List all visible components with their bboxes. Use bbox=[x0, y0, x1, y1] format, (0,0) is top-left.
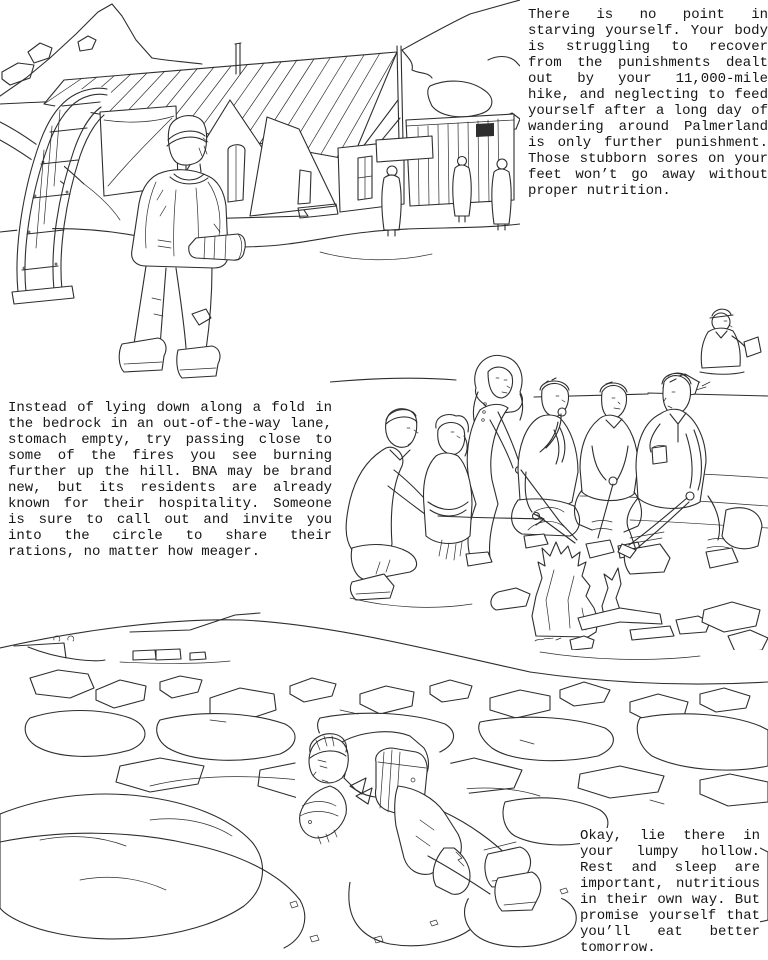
torso bbox=[346, 447, 403, 557]
tent-door-slit bbox=[298, 170, 311, 204]
coat bbox=[467, 404, 508, 558]
boot bbox=[495, 872, 541, 911]
head bbox=[602, 385, 627, 418]
passage-no-point-starving: There is no point in starving yourself. Your body is struggling to recover from the punishments dealt out by your 11,000-mile hike, and neglecting to feed yourself after a long day of wandering around Palmerland is only further punishment. Those stubborn sores on your feet won’t go away without proper nutrition. bbox=[528, 7, 768, 199]
dark-window bbox=[476, 123, 494, 137]
figure-head bbox=[497, 159, 507, 169]
left-boot bbox=[119, 338, 166, 372]
passage-lumpy-hollow: Okay, lie there in your lumpy hollow. Rest and sleep are important, nutritious in their own way. But promise yourself that you’ll eat better tomorrow. bbox=[580, 828, 760, 956]
crossed-legs bbox=[512, 499, 580, 536]
torso bbox=[701, 328, 740, 368]
torso bbox=[424, 453, 473, 544]
torso bbox=[580, 415, 638, 500]
distant-ridge bbox=[0, 613, 768, 684]
seated-woman bbox=[424, 415, 473, 561]
head bbox=[663, 376, 691, 415]
left-leg bbox=[134, 266, 166, 346]
ground-lines bbox=[0, 224, 520, 260]
standing-woman bbox=[466, 355, 523, 566]
torso bbox=[518, 415, 578, 509]
hand-at-mouth bbox=[558, 408, 566, 416]
boot bbox=[524, 534, 548, 548]
tent-door bbox=[228, 145, 245, 202]
boot bbox=[706, 548, 738, 568]
rock-seat bbox=[722, 508, 762, 549]
passage-fires-up-the-hill: Instead of lying down along a fold in the bedrock in an out-of-the-way lane, stomach empty, try passing close to some of the fires you see burning further up the hill. BNA may be brand new, but its residents are already known for their hospitality. Someone is sure to call out and invite you into the circle to share their rations, no matter how meager. bbox=[8, 400, 332, 560]
head bbox=[168, 116, 206, 165]
seated-man-with-cup bbox=[624, 373, 762, 574]
head bbox=[438, 423, 465, 455]
bundle bbox=[189, 234, 245, 260]
right-boot bbox=[177, 346, 220, 378]
boot bbox=[586, 540, 614, 558]
boot bbox=[466, 552, 492, 566]
cup bbox=[652, 446, 667, 464]
figure-head bbox=[458, 157, 467, 166]
paper bbox=[744, 337, 761, 357]
torso bbox=[636, 409, 706, 508]
sled bbox=[12, 86, 112, 304]
head bbox=[309, 738, 348, 783]
distant-huts bbox=[133, 649, 206, 660]
hand bbox=[686, 492, 694, 500]
head bbox=[386, 409, 417, 448]
forward-leaning-man bbox=[575, 382, 642, 558]
sign-board bbox=[376, 136, 433, 162]
trouser-patch bbox=[192, 309, 211, 325]
